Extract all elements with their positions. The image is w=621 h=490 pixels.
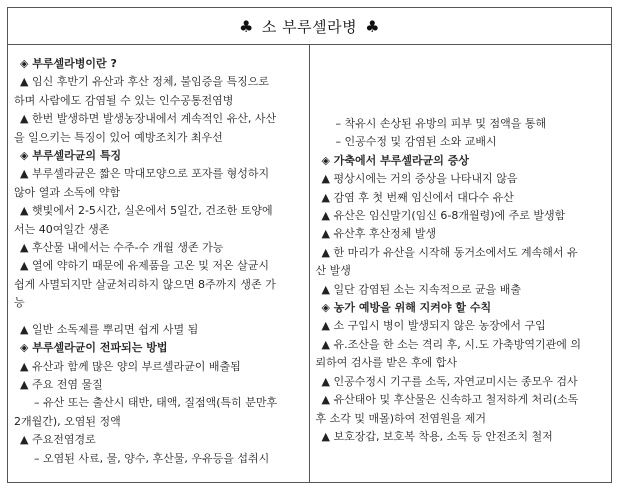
text-line: – 착유시 손상된 유방의 피부 및 점액을 통해 bbox=[335, 117, 547, 130]
right-column bbox=[310, 45, 612, 482]
text-line: ▲ 햇빛에서 2-5시간, 실온에서 5일간, 건조한 토양에 bbox=[20, 204, 273, 218]
club-left-icon: ♣ bbox=[239, 16, 254, 36]
text-line: 쉽게 사멸되지만 살균처리하지 않으면 8주까지 생존 가 bbox=[14, 277, 276, 291]
text-line: ▲ 부루셀라균은 짧은 막대모양으로 포자를 형성하지 bbox=[20, 167, 270, 181]
content-columns bbox=[8, 45, 611, 482]
text-line: ▲ 유산은 임신말기(임신 6-8개월령)에 주로 발생함 bbox=[321, 209, 566, 223]
text-line: ▲ 유.조산을 한 소는 격리 후, 시.도 가축방역기관에 의 bbox=[321, 337, 581, 351]
text-line: ▲ 유산태아 및 후산물은 신속하고 철저하게 처리(소독 bbox=[321, 393, 579, 407]
text-line: ▲ 주요 전염 물질 bbox=[20, 377, 103, 391]
document-frame bbox=[7, 7, 612, 483]
club-right-icon: ♣ bbox=[365, 16, 380, 36]
text-line: ▲ 일반 소독제를 뿌리면 쉽게 사멸 됨 bbox=[20, 322, 199, 336]
text-line: 산 발생 bbox=[315, 264, 351, 278]
left-column bbox=[8, 45, 310, 482]
text-line: ▲ 열에 약하기 때문에 유제품을 고온 및 저온 살균시 bbox=[20, 259, 269, 273]
text-line: ▲ 한번 발생하면 발생농장내에서 계속적인 유산, 사산 bbox=[20, 112, 277, 126]
text-line: ▲ 인공수정시 기구를 소독, 자연교미시는 종모우 검사 bbox=[321, 374, 578, 388]
text-line: 능 bbox=[14, 296, 25, 310]
section-heading-symptoms: ◈ 가축에서 부루셀라균의 증상 bbox=[321, 153, 469, 167]
text-line: ▲ 보호장갑, 보호복 착용, 소독 등 안전조치 철저 bbox=[321, 429, 553, 443]
text-line: 서는 40여일간 생존 bbox=[14, 222, 110, 236]
text-line: 하며 사람에도 감염될 수 있는 인수공통전염병 bbox=[14, 93, 234, 107]
text-line: ▲ 일단 감염된 소는 지속적으로 균을 배출 bbox=[321, 282, 521, 296]
text-line: – 유산 또는 출산시 태반, 태액, 질점액(특히 분만후 bbox=[34, 396, 278, 410]
page-title: 소 부루셀라병 bbox=[261, 17, 358, 36]
section-heading-characteristics: ◈ 부루셀라균의 특징 bbox=[20, 149, 122, 163]
text-line: ▲ 유산후 후산정체 발생 bbox=[321, 227, 437, 241]
text-line: 2개월간), 오염된 정액 bbox=[14, 414, 121, 428]
section-heading-what-is: ◈ 부루셀라병이란 ? bbox=[20, 57, 117, 70]
text-line: ▲ 임신 후반기 유산과 후산 정체, 불임증을 특징으로 bbox=[20, 75, 269, 89]
text-line: ▲ 평상시에는 거의 증상을 나타내지 않음 bbox=[321, 172, 518, 186]
section-heading-transmission: ◈ 부루셀라균이 전파되는 방법 bbox=[20, 341, 168, 355]
title-bar bbox=[8, 8, 611, 45]
text-line: 않아 열과 소독에 약함 bbox=[14, 185, 121, 199]
text-line: 뢰하여 검사를 받은 후에 합사 bbox=[315, 356, 457, 370]
text-line: – 인공수정 및 감염된 소와 교배시 bbox=[335, 135, 497, 149]
text-line: ▲ 감염 후 첫 번째 임신에서 대다수 유산 bbox=[321, 190, 514, 204]
text-line: – 오염된 사료, 물, 양수, 후산물, 우유등을 섭취시 bbox=[34, 451, 270, 465]
text-line: ▲ 소 구입시 병이 발생되지 않은 농장에서 구입 bbox=[321, 319, 546, 333]
text-line: ▲ 주요전염경로 bbox=[20, 433, 96, 447]
text-line: 을 일으키는 특징이 있어 예방조치가 최우선 bbox=[14, 130, 223, 144]
text-line: ▲ 한 마리가 유산을 시작해 동거소에서도 계속해서 유 bbox=[321, 245, 578, 259]
text-line: 후 소각 및 매몰)하여 전염원을 제거 bbox=[315, 411, 487, 425]
section-heading-prevention: ◈ 농가 예방을 위해 지켜야 할 수칙 bbox=[321, 301, 492, 315]
text-line: ▲ 유산과 함께 많은 양의 부르셀라균이 배출됨 bbox=[20, 359, 241, 373]
text-line: ▲ 후산물 내에서는 수주-수 개월 생존 가능 bbox=[20, 241, 224, 255]
